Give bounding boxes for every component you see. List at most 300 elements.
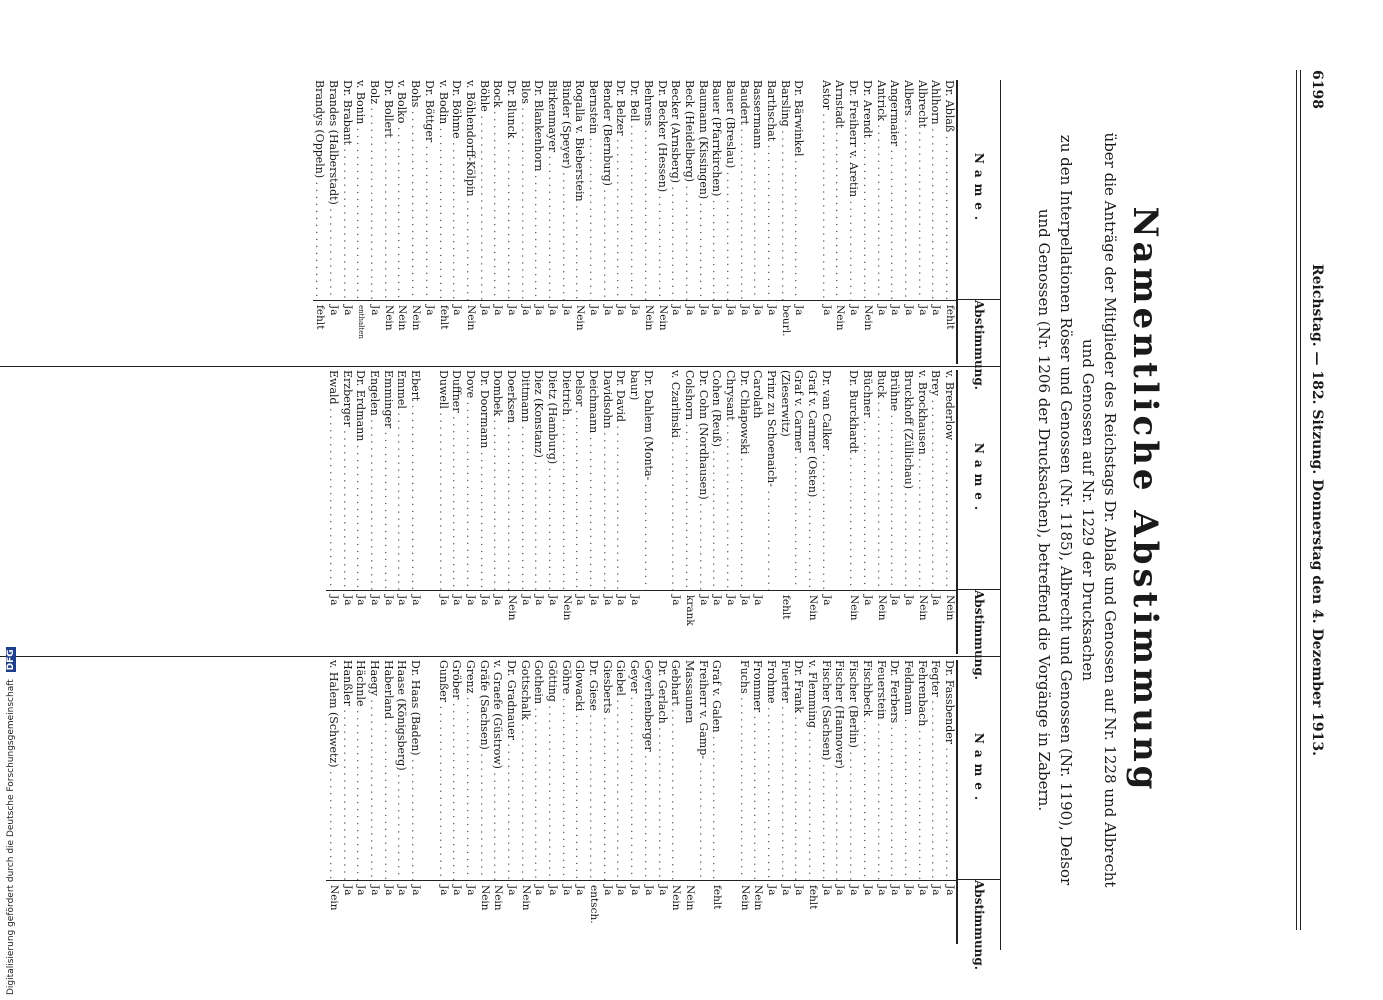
table-row [737,370,751,654]
member-name: Becker (Arnsberg) . . . [669,80,683,300]
member-name: Rogalla v. Bieberstein . . . [573,80,587,300]
vote-value: Ja [929,300,943,364]
vote-value: Ja [491,590,505,654]
member-name [833,370,847,590]
vote-value: Ja [860,880,874,944]
member-name: Frohme . . . [764,660,778,880]
vote-value: Ja [504,880,518,944]
vote-value: Ja [751,590,765,654]
member-name: Behrens . . . [641,80,655,300]
vote-value: Nein [409,300,423,364]
member-name: Geyerhenberger . . . [641,660,655,880]
vote-value: Ja [600,300,614,364]
member-name: Bohs . . . [409,80,423,300]
vote-value: Ja [600,880,614,944]
member-name: Buck . . . [874,370,888,590]
member-name: v. Czarlinski . . . [669,370,683,590]
table-row [340,370,354,654]
column-divider [0,656,1000,657]
vote-value: Ja [518,590,532,654]
vote-value: Ja [874,880,888,944]
name-header: Name. [972,152,986,227]
header-title: Reichstag. — 182. Sitzung. Donnerstag den 4. Dezember 1913. [1309,263,1325,757]
member-name: Haberland . . . [381,660,395,880]
member-name: Birkenmayer . . . [545,80,559,300]
member-name: Dr. Erdmann . . . [354,370,368,590]
vote-value: Ja [326,590,340,654]
table-row [874,80,888,364]
vote-value: Ja [723,300,737,364]
member-name: Baudert . . . [737,80,751,300]
table-row [682,660,696,944]
member-name: Duwell . . . [436,370,450,590]
table-row [915,80,929,364]
table-row [929,370,943,654]
table-row [929,660,943,944]
member-name: Dr. Blankenhorn . . . [532,80,546,300]
table-row [860,370,874,654]
member-name: (Zieserwitz) [778,370,792,437]
vote-value: Ja [545,880,559,944]
table-row [395,370,409,654]
table-row [847,660,861,944]
member-name: Cohen (Reuß) . . . [710,370,724,590]
member-name: Dr. Cohn (Nordhausen) . . . [696,370,710,590]
vote-value: Ja [491,300,505,364]
member-name: Dr. Böttger . . . [422,80,436,300]
table-row [491,370,505,654]
vote-value [792,590,806,654]
vote-value: beurl. [778,300,792,364]
table-row [628,660,642,944]
vote-value: Ja [915,880,929,944]
member-name: Dr. Freiherr v. Aretin . . . [847,80,861,300]
table-row [436,80,450,364]
name-header: Name. [972,732,986,807]
vote-value: Ja [600,590,614,654]
table-row [778,370,792,654]
vote-value: Ja [340,590,354,654]
vote-value: Ja [641,880,655,944]
table-row [792,370,806,654]
member-name: Erzberger . . . [340,370,354,590]
table-row [367,80,381,364]
member-name: Colshorn . . . [682,370,696,590]
table-row [600,370,614,654]
vote-table [0,80,1001,970]
member-name: Barsling . . . [778,80,792,300]
vote-value: Ja [395,590,409,654]
member-name: Diez (Konstanz) . . . [532,370,546,590]
member-name: Gröber . . . [450,660,464,880]
vote-value: Ja [381,880,395,944]
vote-value: Ja [819,300,833,364]
member-name: Ewald . . . [326,370,340,590]
table-row [915,660,929,944]
vote-value: Ja [532,880,546,944]
member-name: Dietz (Hamburg) . . . [545,370,559,590]
table-row [669,370,683,654]
member-name: Gothein . . . [532,660,546,880]
vote-value: Ja [874,300,888,364]
member-name: Dr. Brabant . . . [340,80,354,300]
vote-value: Ja [764,880,778,944]
table-row [723,80,737,364]
table-row [477,370,491,654]
table-row [381,370,395,654]
vote-value: Ja [326,300,340,364]
vote-value: Ja [833,880,847,944]
table-row [655,80,669,364]
member-name: Dr. Böhme . . . [450,80,464,300]
member-name: v. Flemming . . . [805,660,819,880]
table-row [901,80,915,364]
vote-value: Nein [833,300,847,364]
vote-value: Nein [477,880,491,944]
member-name: Albrecht . . . [915,80,929,300]
table-row [463,80,477,364]
table-row [888,370,902,654]
member-name: v. Böhlendorff-Kölpin . . . [463,80,477,300]
member-name [422,660,436,880]
member-name: Feldmann . . . [901,660,915,880]
vote-value: Nein [860,300,874,364]
vote-value: Ja [518,300,532,364]
member-name: Gebhart . . . [669,660,683,880]
header-rule [1296,70,1301,930]
vote-value: fehlt [778,590,792,654]
vote-value [723,880,737,944]
table-row [929,80,943,364]
vote-value: Ja [354,880,368,944]
vote-value: Ja [354,590,368,654]
member-name: Bruckhoff (Züllichau) . . . [901,370,915,590]
subtitle-line: und Genossen auf Nr. 1229 der Drucksachen [1079,339,1097,681]
table-row [778,660,792,944]
vote-value: Ja [450,880,464,944]
table-row [737,660,751,944]
vote-value: Ja [381,590,395,654]
vote-value: Ja [737,300,751,364]
table-row [901,370,915,654]
table-row [641,370,655,654]
member-name: Bernstein . . . [586,80,600,300]
member-name: Giebel . . . [614,660,628,880]
vote-value: Ja [860,590,874,654]
table-row [450,80,464,364]
member-name: Gräfe (Sachsen) . . . [477,660,491,880]
member-name: v. Bodin . . . [436,80,450,300]
vote-value: Nein [518,880,532,944]
vote-value: Ja [682,300,696,364]
table-row [600,80,614,364]
member-name: Brandys (Oppeln) . . . [313,80,327,300]
vote-value: fehlt [710,880,724,944]
vote-value: Ja [504,300,518,364]
vote-value: Ja [696,590,710,654]
vote-value: Nein [874,590,888,654]
member-name: Haegy . . . [367,660,381,880]
member-name: Dr. Belzer . . . [614,80,628,300]
table-row [710,80,724,364]
member-name: Dr. Bell . . . [628,80,642,300]
vote-value: fehlt [942,300,956,364]
table-row [669,660,683,944]
dfg-logo: DFG [6,649,16,671]
vote-value: Nein [504,590,518,654]
table-row [942,80,956,364]
vote-value [805,300,819,364]
vote-value: Ja [628,880,642,944]
member-name: Blos . . . [518,80,532,300]
member-name: Göhre . . . [559,660,573,880]
column-divider [0,366,1000,367]
member-name: Giesberts . . . [600,660,614,880]
member-name: Fischbeck . . . [860,660,874,880]
table-row [915,370,929,654]
table-row [778,80,792,364]
member-name: Engelen . . . [367,370,381,590]
table-row [819,370,833,654]
member-name: Fischer (Hannover) . . . [833,660,847,880]
member-name: Dr. Fassbender . . . [942,660,956,880]
table-row [381,660,395,944]
member-name: Graf v. Carmer (Osten) . . . [805,370,819,590]
vote-value: krank [682,590,696,654]
table-row [696,660,710,944]
vote-value: Ja [901,590,915,654]
member-name: Arnstadt . . . [833,80,847,300]
vote-value: Ja [340,880,354,944]
member-name: Dr. Frank . . . [792,660,806,880]
member-name: Fischer (Berlin) . . . [847,660,861,880]
member-name: Dr. Giese . . . [586,660,600,880]
table-row [504,660,518,944]
table-row [874,660,888,944]
table-row [614,370,628,654]
table-row [518,370,532,654]
member-name: v. Brockhausen . . . [915,370,929,590]
vote-value: Ja [367,880,381,944]
subtitle-line: zu den Interpellationen Röser und Genossen (Nr. 1185), Albrecht und Genossen (Nr. 1190), Delsor [1057,134,1075,886]
vote-value [833,590,847,654]
table-row [751,80,765,364]
table-row [860,660,874,944]
member-name: Feuerstein . . . [874,660,888,880]
vote-value [422,590,436,654]
vote-value: Ja [723,590,737,654]
table-row [874,370,888,654]
table-row [491,80,505,364]
table-row [504,80,518,364]
member-name: Dr. Bärwinkel . . . [792,80,806,300]
table-row [901,660,915,944]
vote-value: Ja [532,590,546,654]
vote-value: Nein [381,300,395,364]
table-row [586,370,600,654]
table-row [600,660,614,944]
member-name: Chrysant . . . [723,370,737,590]
member-name: baur) [628,370,642,401]
table-row [586,80,600,364]
digitization-credit [6,647,16,995]
table-row [532,660,546,944]
vote-value: Ja [409,880,423,944]
member-name: Böhle . . . [477,80,491,300]
column-header [956,80,1000,390]
vote-value: Nein [669,880,683,944]
table-row [573,660,587,944]
vote-value [696,880,710,944]
member-name: Gottschalk . . . [518,660,532,880]
vote-header: Abstimmung. [958,879,1000,944]
vote-value: Ja [573,880,587,944]
vote-value: Ja [409,590,423,654]
table-row [682,370,696,654]
vote-value: Ja [436,590,450,654]
member-name: Emmel . . . [395,370,409,590]
table-row [655,660,669,944]
member-name: Fehrenbach . . . [915,660,929,880]
vote-value: Nein [737,880,751,944]
vote-value: fehlt [313,300,327,364]
vote-value: enthalten [354,300,368,364]
vote-value: Ja [450,300,464,364]
member-name: Dr. Gerlach . . . [655,660,669,880]
member-name: Fuerter . . . [778,660,792,880]
vote-value: Nein [751,880,765,944]
member-name: Brey . . . [929,370,943,590]
member-name: Graf v. Carmer . . . [792,370,806,590]
table-row [847,370,861,654]
table-row [710,660,724,944]
member-name: Brühne . . . [888,370,902,590]
table-row [942,660,956,944]
vote-value: Ja [792,880,806,944]
table-row [573,80,587,364]
vote-value: fehlt [805,880,819,944]
table-row [422,80,436,364]
vote-value: Nein [491,880,505,944]
member-name: Dr. Becker (Hessen) . . . [655,80,669,300]
vote-value: Ja [847,880,861,944]
vote-value: Nein [573,300,587,364]
vote-value: Ja [628,590,642,654]
member-name: Dr. Blunck . . . [504,80,518,300]
member-name: Bender (Bernburg) . . . [600,80,614,300]
table-row [518,660,532,944]
table-row [354,660,368,944]
table-row [354,80,368,364]
member-name: Götting . . . [545,660,559,880]
vote-value: Ja [655,880,669,944]
table-row [833,80,847,364]
table-row [436,370,450,654]
table-row [354,370,368,654]
vote-value: Ja [819,590,833,654]
vote-value: Nein [395,300,409,364]
table-row [367,370,381,654]
table-row [477,660,491,944]
table-row [833,660,847,944]
column-header [956,370,1000,680]
table-row [395,80,409,364]
member-name: Geyer . . . [628,660,642,880]
table-row [463,660,477,944]
column-header [956,660,1000,970]
vote-value: Ja [573,590,587,654]
member-name: Dr. Bollert . . . [381,80,395,300]
vote-value [641,590,655,654]
vote-value: entsch. [586,880,600,944]
vote-value: Ja [847,300,861,364]
vote-value: Ja [764,300,778,364]
member-name: Freiherr v. Gamp- . . . [696,660,710,880]
member-name: Gunßer . . . [436,660,450,880]
member-name [805,80,819,300]
table-row [422,660,436,944]
table-row [669,80,683,364]
table-row [737,80,751,364]
member-name: Carolath [751,370,765,419]
member-name: Prinz zu Schoenaich- . . . [764,370,778,590]
vote-value: Ja [929,590,943,654]
member-name: Fegter . . . [929,660,943,880]
table-row [764,80,778,364]
vote-value: Nein [463,300,477,364]
member-name: Dombek . . . [491,370,505,590]
table-row [614,80,628,364]
member-name: Duffner . . . [450,370,464,590]
table-row [805,370,819,654]
vote-value: Nein [682,880,696,944]
member-name: v. Graefe (Güstrow) . . . [491,660,505,880]
member-name: Dove . . . [463,370,477,590]
member-name: Büchner . . . [860,370,874,590]
table-row [491,660,505,944]
member-name: Ahlhorn . . . [929,80,943,300]
table-row [751,660,765,944]
vote-value: Ja [888,590,902,654]
vote-value: Ja [901,880,915,944]
member-name: Delsor . . . [573,370,587,590]
member-name: Bassermann . . . [751,80,765,300]
table-row [764,370,778,654]
page-number: 6198 [1309,70,1325,109]
vote-value: Ja [422,300,436,364]
member-name: Beck (Heidelberg) . . . [682,80,696,300]
vote-value: Ja [586,300,600,364]
table-row [395,660,409,944]
vote-value: Nein [655,300,669,364]
member-name: Baumann (Kissingen) . . . [696,80,710,300]
name-header: Name. [972,442,986,517]
vote-value: Ja [628,300,642,364]
table-row [532,370,546,654]
table-row [545,660,559,944]
member-name: Fischer (Sachsen) . . . [819,660,833,880]
member-name: Dr. Dahlem (Monta- . . . [641,370,655,590]
member-name: Bock . . . [491,80,505,300]
table-row [696,80,710,364]
member-name: Dittmann . . . [518,370,532,590]
vote-value: Nein [641,300,655,364]
subtitle-line: und Genossen (Nr. 1206 der Drucksachen), betreffend die Vorgänge in Zabern. [1035,208,1053,812]
member-name: Dr. Arendt . . . [860,80,874,300]
table-row [545,370,559,654]
table-row [367,660,381,944]
vote-value: Ja [710,300,724,364]
